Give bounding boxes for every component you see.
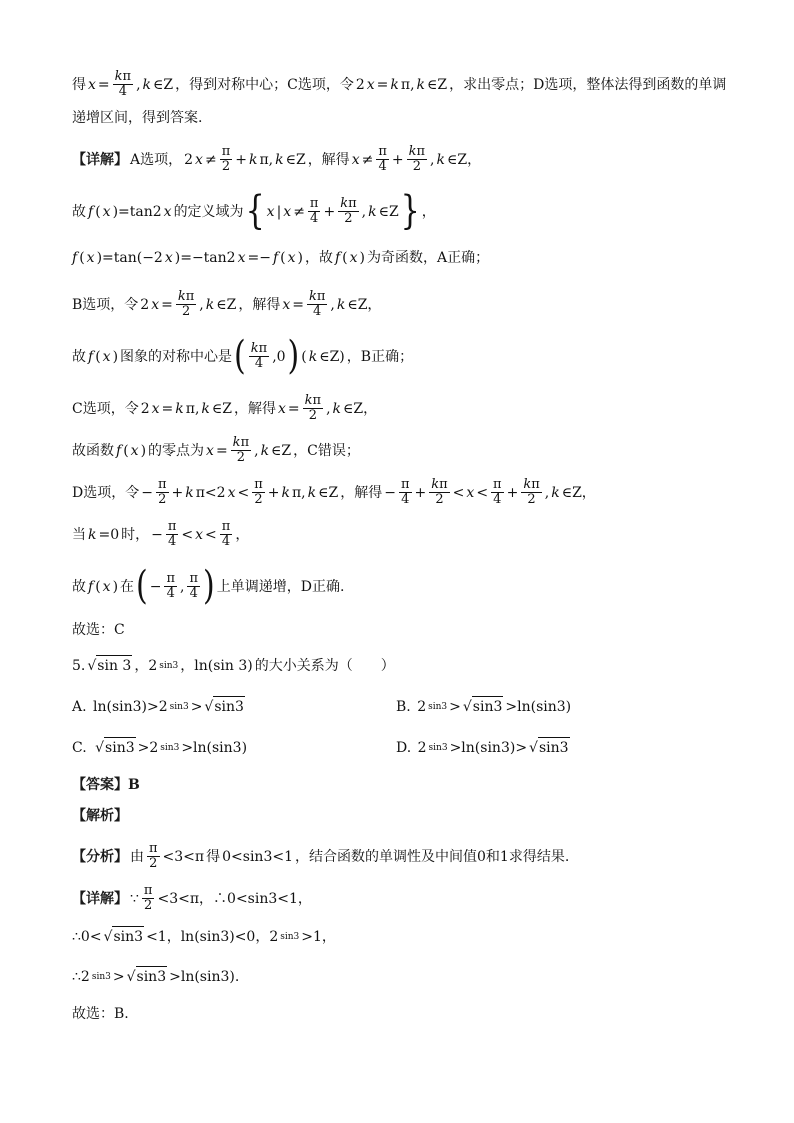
option-row: B. 2 sin3 > √ sin3 >ln(sin3)	[396, 696, 754, 717]
text-line: 故 f ( x ) 图象的对称中心是 ( $\frac{k\pi}{4}$ ,0 ) ( k ∈Z) ，B正确；	[72, 333, 414, 379]
question-text: 的大小关系为（ ）	[254, 657, 395, 674]
option-row: D. 2 sin3 >ln(sin3)> √ sin3	[396, 737, 754, 758]
text: 由	[130, 848, 144, 865]
option-b-label: B.	[396, 698, 411, 715]
text-line: f ( x )=tan(−2 x )=−tan2 x =− f ( x ) ，故 f ( x ) 为奇函数，A正确；	[72, 250, 490, 266]
section-tag: 【详解】	[72, 890, 128, 907]
option-row: C. √ sin3 >2 sin3 >ln(sin3)	[72, 737, 754, 758]
section-tag: 【详解】	[72, 151, 128, 168]
text-line: B选项，令 2 x = $\frac{k\pi}{2}$ , k ∈Z ，解得 x = $\frac{k\pi}{4}$ , k ∈Z，	[72, 289, 382, 319]
text-line: 故 f ( x )=tan2 x 的定义域为 { x | x ≠ $\frac{\pi}{4}$ + $\frac{k\pi}{2}$ , k ∈Z } ，	[72, 188, 436, 234]
text-line: ∴0< √ sin3 <1，ln(sin3)<0，2 sin3 >1，	[72, 926, 754, 947]
text: 故函数	[72, 442, 114, 459]
text-line: 【详解】 ∵ $\frac{\pi}{2}$ <3<π，∴0<sin3<1，	[72, 883, 312, 913]
option-c-label: C.	[72, 739, 87, 756]
question-5: 5. √ sin 3 ，2 sin3 ，ln(sin 3) 的大小关系为（ ）	[72, 655, 754, 676]
text: 图象的对称中心是	[120, 348, 233, 365]
text: 当	[72, 526, 86, 543]
text: 递增区间，得到答案.	[72, 110, 203, 126]
text-line: 故 f ( x ) 在 ( − $\frac{\pi}{4}$ , $\frac{\pi}{4}$ ) 上单调递增，D正确.	[72, 563, 345, 609]
text: A选项，	[130, 151, 183, 168]
text: 在	[120, 578, 135, 595]
text: ，C错误；	[293, 442, 360, 459]
answer-line	[72, 775, 754, 795]
option-a-label: A.	[72, 698, 87, 715]
analysis-heading: 【解析】	[72, 808, 128, 824]
text: 故	[72, 203, 86, 220]
text: 故选：C	[72, 622, 125, 638]
text: ，结合函数的单调性及中间值0和1求得结果.	[295, 848, 570, 865]
text-line: C选项，令 2 x = k π, k ∈Z ，解得 x = $\frac{k\pi}{2}$ , k ∈Z，	[72, 393, 378, 423]
text: ，解得	[234, 400, 276, 417]
text: 得	[206, 848, 221, 865]
text: ，B正确；	[346, 348, 414, 365]
text: C选项，令	[72, 400, 139, 417]
text: ，故	[304, 250, 333, 266]
text-line: ∴2 sin3 > √ sin3 >ln(sin3).	[72, 966, 754, 987]
text-line: 得 x = $\frac{k\pi}{4}$ , k ∈Z ，得到对称中心；C选项，令 2 x = k π, k ∈Z ，求出零点；D选项，整体法得到函数的单调	[72, 69, 727, 99]
text: 的定义域为	[173, 203, 244, 220]
text: ，解得	[238, 296, 281, 313]
text: 上单调递增，D正确.	[216, 578, 345, 595]
text-line: 【详解】 A选项， 2 x ≠ $\frac{\pi}{2}$ + k π, k ∈Z ，解得 x ≠ $\frac{\pi}{4}$ + $\frac{k\pi}{2}$ , k ∈Z，	[72, 144, 482, 174]
text: ，解得	[307, 151, 350, 168]
text-line: D选项，令 − $\frac{\pi}{2}$ + k π<2 x < $\frac{\pi}{2}$ + k π, k ∈Z ，解得 − $\frac{\pi}{4}$ + $\frac{k\pi}{2}$ < x < $\frac{\pi}{4}$ + $\frac{k\pi}{2}$ , k ∈Z，	[72, 477, 596, 507]
section-tag: 【分析】	[72, 848, 128, 865]
text: ，解得	[340, 484, 383, 501]
analysis-line	[72, 806, 754, 826]
text: D选项，令	[72, 484, 140, 501]
text: B选项，令	[72, 296, 139, 313]
text: 得	[72, 76, 86, 93]
text: ，得到对称中心；C选项，令	[175, 76, 354, 93]
text-line	[72, 108, 754, 128]
text: 的零点为	[148, 442, 205, 459]
text: ，求出零点；D选项，整体法得到函数的单调	[449, 76, 727, 93]
text: 故选：B.	[72, 1006, 129, 1022]
text: 故	[72, 348, 86, 365]
text: 时，	[121, 526, 150, 543]
question-number: 5.	[72, 657, 86, 674]
answer: 【答案】B	[72, 777, 140, 793]
text-line: 【分析】 由 $\frac{\pi}{2}$ <3<π 得 0<sin3<1 ，结合函数的单调性及中间值0和1求得结果.	[72, 841, 570, 871]
text-line: 故函数 f ( x ) 的零点为 x = $\frac{k\pi}{2}$ , k ∈Z ，C错误；	[72, 435, 360, 465]
text: 为奇函数，A正确；	[367, 250, 490, 266]
option-d-label: D.	[396, 739, 412, 756]
option-row: A. ln(sin3)>2 sin3 > √ sin3	[72, 696, 754, 717]
text-line: 当 k =0 时， − $\frac{\pi}{4}$ < x < $\frac{\pi}{4}$ ，	[72, 519, 250, 549]
text-line	[72, 620, 754, 640]
text-line	[72, 1004, 754, 1024]
text: 故	[72, 578, 86, 595]
